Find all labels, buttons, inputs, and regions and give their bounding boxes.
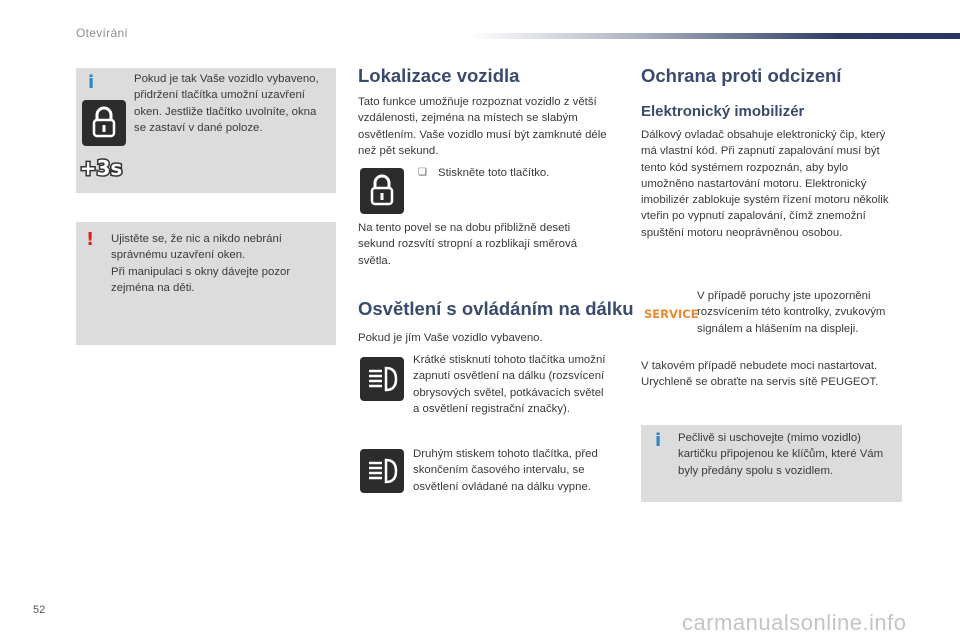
- immobiliser-description: Dálkový ovladač obsahuje elektronický čip, který má vlastní kód. Při zapnutí zapalování musí být tento kód systémem rozpoznán, aby bylo umožněno nastartování motoru. Elektronický imobilizér zablokuje systém řízení motoru několik vteřin po vypnutí zapalování, čímž znemožní spuštění motoru neoprávněnou osobou.: [641, 129, 889, 239]
- remote-lighting-title: Osvětlení s ovládáním na dálku: [358, 298, 634, 319]
- headlight-button-icon: [360, 357, 404, 401]
- watermark: carmanualsonline.info: [682, 610, 907, 635]
- page-number: 52: [33, 604, 46, 616]
- vehicle-location-intro: Tato funkce umožňuje rozpoznat vozidlo z větší vzdálenosti, zejména na místech se slabým osvětlením. Vaše vozidlo musí být zamknuté déle než pět sekund.: [358, 96, 607, 157]
- info-icon: i: [88, 72, 95, 93]
- service-warning-icon: [643, 303, 699, 323]
- key-card-text: Pečlivě si uschovejte (mimo vozidlo) kartičku připojenou ke klíčům, které Vám byly předány spolu s vozidlem.: [678, 432, 884, 477]
- cannot-start-text: V takovém případě nebudete moci nastartovat. Urychleně se obraťte na servis sítě PEUGEOT.: [641, 360, 879, 389]
- plus-3s-text: +3s: [79, 156, 123, 180]
- press-button-instruction: Stiskněte toto tlačítko.: [438, 167, 550, 179]
- header-bar: [470, 33, 960, 39]
- anti-theft-title: Ochrana proti odcizení: [641, 65, 842, 86]
- vehicle-location-note: Na tento povel se na dobu přibližně deseti sekund rozsvítí stropní a rozblikají směrová světla.: [358, 222, 578, 267]
- remote-lighting-intro: Pokud je jím Vaše vozidlo vybaveno.: [358, 332, 543, 344]
- headlight-button-icon: [360, 449, 404, 493]
- warning-text-line1: Ujistěte se, že nic a nikdo nebrání správnému uzavření oken.: [111, 233, 282, 262]
- short-press-text: Krátké stisknutí tohoto tlačítka umožní zapnutí osvětlení na dálku (rozsvícení obrysových světel, potkávacích světel a osvětlení registrační značky).: [413, 354, 606, 415]
- info-box-window-closing-text: Pokud je tak Vaše vozidlo vybaveno, přidržení tlačítka umožní uzavření oken. Jestliže tlačítko uvolníte, okna se zastaví v dané poloze.: [134, 73, 319, 134]
- second-press-text: Druhým stiskem tohoto tlačítka, před skončením časového intervalu, se osvětlení ovládané na dálku vypne.: [413, 448, 598, 493]
- warning-icon: !: [86, 229, 95, 250]
- warning-text-line2: Při manipulaci s okny dávejte pozor zejména na děti.: [111, 266, 291, 295]
- section-title: Otevírání: [76, 26, 129, 40]
- vehicle-location-title: Lokalizace vozidla: [358, 65, 520, 86]
- plus-3s-badge: [79, 153, 123, 183]
- lock-button-icon: [360, 168, 404, 214]
- lock-button-icon: [82, 100, 126, 146]
- service-label: SERVICE: [644, 307, 699, 321]
- immobiliser-subtitle: Elektronický imobilizér: [641, 103, 805, 120]
- info-icon: i: [655, 430, 662, 451]
- service-warning-text: V případě poruchy jste upozorněni rozsvícením této kontrolky, zvukovým signálem a hlášením na displeji.: [697, 290, 886, 335]
- bullet-icon: ❏: [418, 167, 427, 178]
